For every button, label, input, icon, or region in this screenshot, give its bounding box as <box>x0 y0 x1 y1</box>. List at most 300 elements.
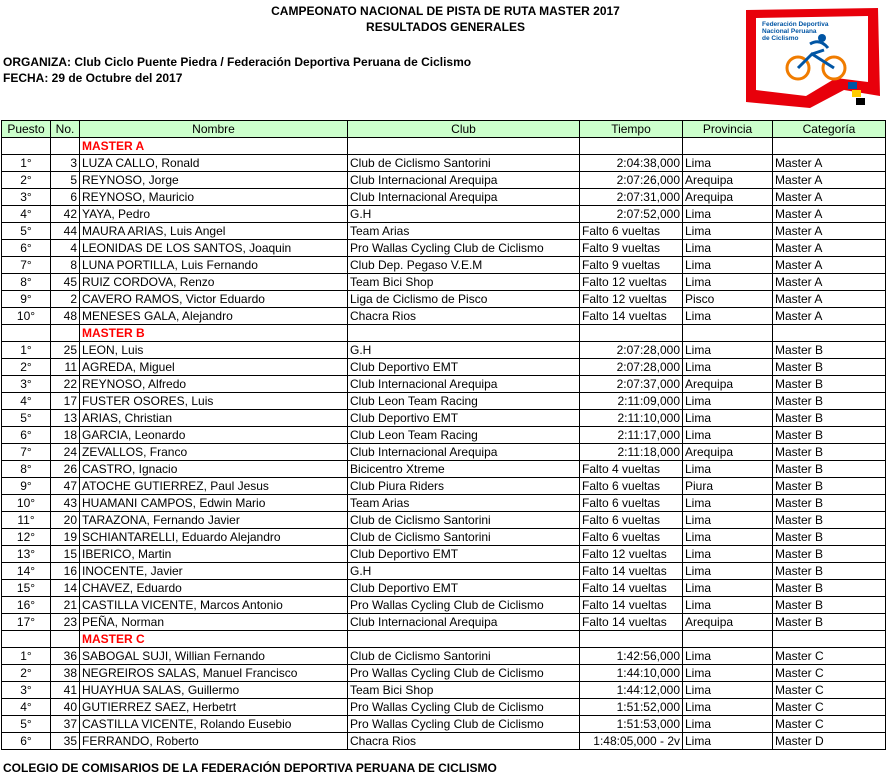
cell-categoria: Master B <box>773 427 886 444</box>
cell-club: Club Internacional Arequipa <box>348 376 580 393</box>
cell-numero: 13 <box>51 410 80 427</box>
cell-club: Club de Ciclismo Santorini <box>348 648 580 665</box>
cell-tiempo: Falto 12 vueltas <box>580 274 683 291</box>
cell-numero: 16 <box>51 563 80 580</box>
cell-tiempo: Falto 14 vueltas <box>580 563 683 580</box>
cell-categoria: Master A <box>773 206 886 223</box>
cell-provincia: Lima <box>683 546 773 563</box>
cell-club: Club Internacional Arequipa <box>348 189 580 206</box>
cell-tiempo: Falto 9 vueltas <box>580 257 683 274</box>
cell-tiempo: 1:44:12,000 <box>580 682 683 699</box>
empty-cell <box>2 138 51 155</box>
empty-cell <box>580 138 683 155</box>
cell-nombre: HUAYHUA SALAS, Guillermo <box>80 682 348 699</box>
cell-club: G.H <box>348 342 580 359</box>
cell-numero: 26 <box>51 461 80 478</box>
cell-provincia: Lima <box>683 716 773 733</box>
cell-numero: 25 <box>51 342 80 359</box>
cell-puesto: 3° <box>2 682 51 699</box>
cell-tiempo: 2:07:28,000 <box>580 342 683 359</box>
cell-nombre: INOCENTE, Javier <box>80 563 348 580</box>
cell-club: Team Bici Shop <box>348 274 580 291</box>
cell-tiempo: Falto 6 vueltas <box>580 529 683 546</box>
cell-provincia: Arequipa <box>683 172 773 189</box>
empty-cell <box>683 631 773 648</box>
table-row <box>2 393 886 410</box>
cell-tiempo: 2:07:52,000 <box>580 206 683 223</box>
cell-tiempo: Falto 6 vueltas <box>580 223 683 240</box>
cell-puesto: 12° <box>2 529 51 546</box>
cell-club: Club de Ciclismo Santorini <box>348 155 580 172</box>
cell-club: Pro Wallas Cycling Club de Ciclismo <box>348 699 580 716</box>
empty-cell <box>51 138 80 155</box>
cell-categoria: Master B <box>773 529 886 546</box>
table-row <box>2 682 886 699</box>
cell-provincia: Lima <box>683 393 773 410</box>
cell-categoria: Master A <box>773 291 886 308</box>
cell-nombre: IBERICO, Martin <box>80 546 348 563</box>
cell-numero: 45 <box>51 274 80 291</box>
empty-cell <box>773 138 886 155</box>
cell-categoria: Master B <box>773 580 886 597</box>
cell-categoria: Master C <box>773 648 886 665</box>
header-col-tiempo: Tiempo <box>580 121 683 138</box>
cell-numero: 15 <box>51 546 80 563</box>
cell-puesto: 1° <box>2 155 51 172</box>
cell-categoria: Master B <box>773 495 886 512</box>
cell-tiempo: Falto 12 vueltas <box>580 546 683 563</box>
date-line: FECHA: 29 de Octubre del 2017 <box>3 71 183 85</box>
cell-provincia: Lima <box>683 529 773 546</box>
cell-puesto: 2° <box>2 665 51 682</box>
cell-nombre: GUTIERREZ SAEZ, Herbetrt <box>80 699 348 716</box>
cell-puesto: 8° <box>2 461 51 478</box>
empty-cell <box>580 631 683 648</box>
cell-club: G.H <box>348 206 580 223</box>
cell-nombre: CASTILLA VICENTE, Rolando Eusebio <box>80 716 348 733</box>
cell-tiempo: 2:07:28,000 <box>580 359 683 376</box>
cell-puesto: 5° <box>2 223 51 240</box>
cell-puesto: 5° <box>2 410 51 427</box>
cell-club: Club Internacional Arequipa <box>348 444 580 461</box>
empty-cell <box>348 325 580 342</box>
table-row <box>2 342 886 359</box>
cell-numero: 21 <box>51 597 80 614</box>
cell-categoria: Master B <box>773 546 886 563</box>
cell-categoria: Master A <box>773 257 886 274</box>
header-col-club: Club <box>348 121 580 138</box>
category-row <box>2 631 886 648</box>
table-row <box>2 563 886 580</box>
cell-provincia: Lima <box>683 563 773 580</box>
cell-categoria: Master A <box>773 223 886 240</box>
table-row <box>2 189 886 206</box>
cell-nombre: CASTILLA VICENTE, Marcos Antonio <box>80 597 348 614</box>
cell-tiempo: Falto 6 vueltas <box>580 495 683 512</box>
cell-club: G.H <box>348 563 580 580</box>
cell-categoria: Master B <box>773 359 886 376</box>
cell-provincia: Lima <box>683 665 773 682</box>
cell-puesto: 4° <box>2 206 51 223</box>
table-row <box>2 461 886 478</box>
cell-club: Team Bici Shop <box>348 682 580 699</box>
cell-numero: 17 <box>51 393 80 410</box>
cell-nombre: ATOCHE GUTIERREZ, Paul Jesus <box>80 478 348 495</box>
cell-provincia: Arequipa <box>683 614 773 631</box>
cell-nombre: TARAZONA, Fernando Javier <box>80 512 348 529</box>
table-row <box>2 308 886 325</box>
cell-club: Club Piura Riders <box>348 478 580 495</box>
table-row <box>2 427 886 444</box>
logo-text-1: Federación Deportiva <box>762 21 829 28</box>
cell-tiempo: Falto 14 vueltas <box>580 580 683 597</box>
cell-numero: 22 <box>51 376 80 393</box>
cell-numero: 47 <box>51 478 80 495</box>
cell-club: Team Arias <box>348 495 580 512</box>
cell-tiempo: 2:07:26,000 <box>580 172 683 189</box>
footer-text: COLEGIO DE COMISARIOS DE LA FEDERACIÓN DEPORTIVA PERUANA DE CICLISMO <box>3 761 497 775</box>
cell-tiempo: 2:11:17,000 <box>580 427 683 444</box>
cell-nombre: PEÑA, Norman <box>80 614 348 631</box>
cell-numero: 42 <box>51 206 80 223</box>
cell-club: Club Leon Team Racing <box>348 427 580 444</box>
cell-numero: 24 <box>51 444 80 461</box>
cell-provincia: Lima <box>683 733 773 750</box>
cell-tiempo: Falto 6 vueltas <box>580 478 683 495</box>
cell-nombre: CHAVEZ, Eduardo <box>80 580 348 597</box>
cell-club: Pro Wallas Cycling Club de Ciclismo <box>348 597 580 614</box>
header-col-categoria: Categoría <box>773 121 886 138</box>
table-row <box>2 546 886 563</box>
table-row <box>2 376 886 393</box>
cell-tiempo: 2:11:09,000 <box>580 393 683 410</box>
cell-numero: 38 <box>51 665 80 682</box>
logo-stripe-blue <box>848 82 857 89</box>
header-col-puesto: Puesto <box>2 121 51 138</box>
cell-puesto: 6° <box>2 240 51 257</box>
cell-categoria: Master B <box>773 342 886 359</box>
table-row <box>2 665 886 682</box>
cell-categoria: Master A <box>773 274 886 291</box>
cell-provincia: Arequipa <box>683 444 773 461</box>
empty-cell <box>348 138 580 155</box>
table-row <box>2 155 886 172</box>
cell-numero: 3 <box>51 155 80 172</box>
cell-tiempo: 1:51:53,000 <box>580 716 683 733</box>
cell-provincia: Pisco <box>683 291 773 308</box>
cell-provincia: Lima <box>683 682 773 699</box>
cell-puesto: 15° <box>2 580 51 597</box>
cell-puesto: 14° <box>2 563 51 580</box>
cell-tiempo: Falto 14 vueltas <box>580 614 683 631</box>
cell-nombre: CASTRO, Ignacio <box>80 461 348 478</box>
cell-puesto: 7° <box>2 444 51 461</box>
cell-nombre: FERRANDO, Roberto <box>80 733 348 750</box>
cell-puesto: 8° <box>2 274 51 291</box>
table-row <box>2 206 886 223</box>
cell-tiempo: 2:11:10,000 <box>580 410 683 427</box>
category-row <box>2 138 886 155</box>
cell-nombre: REYNOSO, Mauricio <box>80 189 348 206</box>
cell-numero: 41 <box>51 682 80 699</box>
cell-club: Pro Wallas Cycling Club de Ciclismo <box>348 665 580 682</box>
cell-numero: 44 <box>51 223 80 240</box>
results-table <box>1 120 886 750</box>
organizer-line: ORGANIZA: Club Ciclo Puente Piedra / Federación Deportiva Peruana de Ciclismo <box>3 55 472 69</box>
cell-puesto: 3° <box>2 189 51 206</box>
cell-club: Chacra Rios <box>348 308 580 325</box>
cell-numero: 8 <box>51 257 80 274</box>
cell-tiempo: 2:07:31,000 <box>580 189 683 206</box>
cell-categoria: Master D <box>773 733 886 750</box>
table-row <box>2 223 886 240</box>
cell-club: Club Leon Team Racing <box>348 393 580 410</box>
cell-nombre: RUIZ CORDOVA, Renzo <box>80 274 348 291</box>
cell-categoria: Master A <box>773 155 886 172</box>
cell-club: Club Deportivo EMT <box>348 546 580 563</box>
cell-nombre: AGREDA, Miguel <box>80 359 348 376</box>
cell-provincia: Lima <box>683 274 773 291</box>
empty-cell <box>683 138 773 155</box>
cell-provincia: Lima <box>683 597 773 614</box>
logo-cyclist-head <box>818 34 826 42</box>
cell-numero: 14 <box>51 580 80 597</box>
cell-puesto: 1° <box>2 648 51 665</box>
cell-tiempo: 1:42:56,000 <box>580 648 683 665</box>
table-row <box>2 529 886 546</box>
cell-puesto: 6° <box>2 427 51 444</box>
cell-club: Club de Ciclismo Santorini <box>348 512 580 529</box>
category-label: MASTER A <box>80 138 348 155</box>
cell-provincia: Lima <box>683 342 773 359</box>
federation-logo <box>740 4 886 110</box>
cell-numero: 36 <box>51 648 80 665</box>
table-row <box>2 648 886 665</box>
cell-club: Team Arias <box>348 223 580 240</box>
cell-numero: 5 <box>51 172 80 189</box>
cell-numero: 2 <box>51 291 80 308</box>
cell-provincia: Arequipa <box>683 189 773 206</box>
cell-numero: 4 <box>51 240 80 257</box>
empty-cell <box>683 325 773 342</box>
cell-categoria: Master B <box>773 597 886 614</box>
cell-nombre: HUAMANI CAMPOS, Edwin Mario <box>80 495 348 512</box>
cell-provincia: Piura <box>683 478 773 495</box>
cell-tiempo: 1:48:05,000 - 2v <box>580 733 683 750</box>
logo-text-2: Nacional Peruana <box>762 28 817 35</box>
cell-categoria: Master C <box>773 716 886 733</box>
cell-categoria: Master B <box>773 376 886 393</box>
table-row <box>2 597 886 614</box>
category-row <box>2 325 886 342</box>
table-row <box>2 240 886 257</box>
cell-provincia: Lima <box>683 155 773 172</box>
cell-club: Club Internacional Arequipa <box>348 172 580 189</box>
logo-text-3: de Ciclismo <box>762 35 799 42</box>
cell-categoria: Master C <box>773 665 886 682</box>
cell-nombre: YAYA, Pedro <box>80 206 348 223</box>
empty-cell <box>2 325 51 342</box>
cell-puesto: 7° <box>2 257 51 274</box>
cell-tiempo: Falto 12 vueltas <box>580 291 683 308</box>
empty-cell <box>2 631 51 648</box>
cell-nombre: LEON, Luis <box>80 342 348 359</box>
cell-puesto: 5° <box>2 716 51 733</box>
cell-puesto: 4° <box>2 393 51 410</box>
table-row <box>2 172 886 189</box>
page-subtitle: RESULTADOS GENERALES <box>366 20 525 34</box>
cell-categoria: Master C <box>773 682 886 699</box>
cell-nombre: REYNOSO, Jorge <box>80 172 348 189</box>
cell-tiempo: 2:11:18,000 <box>580 444 683 461</box>
cell-provincia: Lima <box>683 206 773 223</box>
cell-nombre: LEONIDAS DE LOS SANTOS, Joaquin <box>80 240 348 257</box>
cell-numero: 19 <box>51 529 80 546</box>
cell-tiempo: Falto 9 vueltas <box>580 240 683 257</box>
cell-club: Pro Wallas Cycling Club de Ciclismo <box>348 240 580 257</box>
cell-provincia: Lima <box>683 308 773 325</box>
cell-categoria: Master B <box>773 410 886 427</box>
cell-puesto: 4° <box>2 699 51 716</box>
category-label: MASTER B <box>80 325 348 342</box>
cell-tiempo: Falto 14 vueltas <box>580 597 683 614</box>
cell-club: Club Deportivo EMT <box>348 359 580 376</box>
cell-club: Pro Wallas Cycling Club de Ciclismo <box>348 716 580 733</box>
cell-categoria: Master B <box>773 461 886 478</box>
cell-club: Club Deportivo EMT <box>348 580 580 597</box>
cell-categoria: Master B <box>773 563 886 580</box>
cell-club: Club Dep. Pegaso V.E.M <box>348 257 580 274</box>
cell-provincia: Lima <box>683 699 773 716</box>
table-row <box>2 699 886 716</box>
cell-nombre: REYNOSO, Alfredo <box>80 376 348 393</box>
cell-categoria: Master A <box>773 172 886 189</box>
cell-tiempo: 2:04:38,000 <box>580 155 683 172</box>
table-header-row <box>2 121 886 138</box>
cell-provincia: Lima <box>683 359 773 376</box>
cell-categoria: Master A <box>773 240 886 257</box>
page-title: CAMPEONATO NACIONAL DE PISTA DE RUTA MASTER 2017 <box>271 4 620 18</box>
cell-provincia: Lima <box>683 512 773 529</box>
table-body <box>2 138 886 750</box>
cell-numero: 35 <box>51 733 80 750</box>
cell-categoria: Master B <box>773 512 886 529</box>
cell-provincia: Arequipa <box>683 376 773 393</box>
cell-nombre: SABOGAL SUJI, Willian Fernando <box>80 648 348 665</box>
cell-nombre: CAVERO RAMOS, Victor Eduardo <box>80 291 348 308</box>
cell-categoria: Master B <box>773 478 886 495</box>
cell-club: Club de Ciclismo Santorini <box>348 529 580 546</box>
cell-nombre: ARIAS, Christian <box>80 410 348 427</box>
cell-tiempo: Falto 4 vueltas <box>580 461 683 478</box>
table-row <box>2 274 886 291</box>
table-row <box>2 580 886 597</box>
cell-puesto: 16° <box>2 597 51 614</box>
cell-numero: 48 <box>51 308 80 325</box>
cell-provincia: Lima <box>683 240 773 257</box>
cell-nombre: MAURA ARIAS, Luis Angel <box>80 223 348 240</box>
cell-categoria: Master B <box>773 444 886 461</box>
cell-puesto: 17° <box>2 614 51 631</box>
logo-stripe-yellow <box>852 90 861 97</box>
cell-numero: 23 <box>51 614 80 631</box>
cell-puesto: 2° <box>2 359 51 376</box>
table-row <box>2 291 886 308</box>
table-row <box>2 444 886 461</box>
empty-cell <box>51 631 80 648</box>
cell-puesto: 3° <box>2 376 51 393</box>
table-row <box>2 410 886 427</box>
header-col-provincia: Provincia <box>683 121 773 138</box>
cell-numero: 11 <box>51 359 80 376</box>
cell-tiempo: 1:51:52,000 <box>580 699 683 716</box>
cell-provincia: Lima <box>683 461 773 478</box>
cell-club: Chacra Rios <box>348 733 580 750</box>
cell-nombre: LUNA PORTILLA, Luis Fernando <box>80 257 348 274</box>
cell-puesto: 1° <box>2 342 51 359</box>
table-row <box>2 359 886 376</box>
category-label: MASTER C <box>80 631 348 648</box>
cell-provincia: Lima <box>683 427 773 444</box>
table-row <box>2 716 886 733</box>
empty-cell <box>51 325 80 342</box>
cell-numero: 37 <box>51 716 80 733</box>
header-col-nombre: Nombre <box>80 121 348 138</box>
cell-numero: 43 <box>51 495 80 512</box>
cell-categoria: Master B <box>773 393 886 410</box>
cell-categoria: Master A <box>773 308 886 325</box>
cell-provincia: Lima <box>683 223 773 240</box>
cell-categoria: Master B <box>773 614 886 631</box>
table-row <box>2 257 886 274</box>
cell-categoria: Master C <box>773 699 886 716</box>
table-row <box>2 512 886 529</box>
cell-nombre: GARCIA, Leonardo <box>80 427 348 444</box>
cell-numero: 6 <box>51 189 80 206</box>
table-row <box>2 733 886 750</box>
empty-cell <box>773 631 886 648</box>
header-col-numero: No. <box>51 121 80 138</box>
cell-nombre: SCHIANTARELLI, Eduardo Alejandro <box>80 529 348 546</box>
cell-puesto: 6° <box>2 733 51 750</box>
cell-nombre: NEGREIROS SALAS, Manuel Francisco <box>80 665 348 682</box>
cell-puesto: 9° <box>2 478 51 495</box>
empty-cell <box>348 631 580 648</box>
empty-cell <box>773 325 886 342</box>
cell-provincia: Lima <box>683 580 773 597</box>
cell-club: Club Deportivo EMT <box>348 410 580 427</box>
cell-provincia: Lima <box>683 410 773 427</box>
cell-tiempo: Falto 6 vueltas <box>580 512 683 529</box>
cell-puesto: 9° <box>2 291 51 308</box>
cell-provincia: Lima <box>683 495 773 512</box>
cell-tiempo: 2:07:37,000 <box>580 376 683 393</box>
cell-puesto: 2° <box>2 172 51 189</box>
cell-puesto: 13° <box>2 546 51 563</box>
table-row <box>2 495 886 512</box>
cell-provincia: Lima <box>683 257 773 274</box>
cell-puesto: 10° <box>2 495 51 512</box>
cell-club: Bicicentro Xtreme <box>348 461 580 478</box>
logo-stripe-black <box>856 98 865 105</box>
cell-numero: 40 <box>51 699 80 716</box>
cell-provincia: Lima <box>683 648 773 665</box>
cell-puesto: 11° <box>2 512 51 529</box>
cell-categoria: Master A <box>773 189 886 206</box>
table-row <box>2 614 886 631</box>
cell-club: Club Internacional Arequipa <box>348 614 580 631</box>
cell-tiempo: Falto 14 vueltas <box>580 308 683 325</box>
